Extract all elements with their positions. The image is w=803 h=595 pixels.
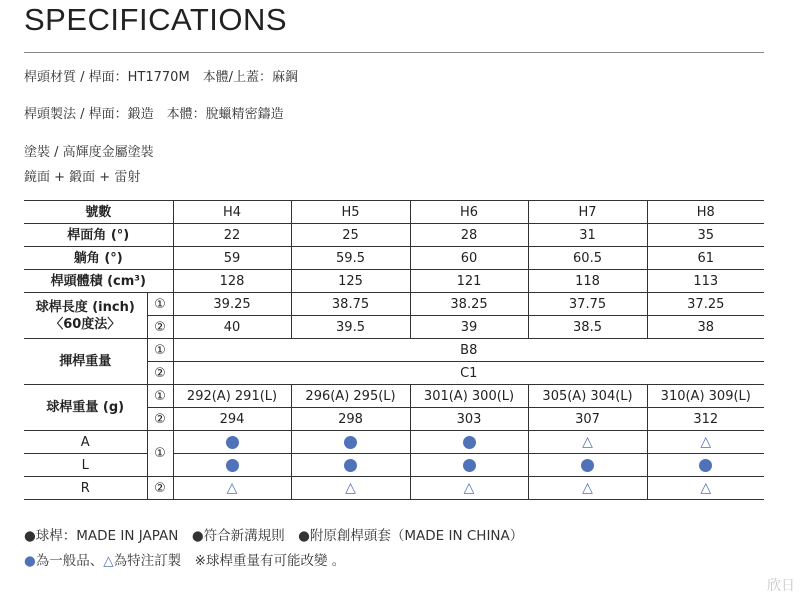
avail-cell <box>173 477 291 500</box>
length-cell: 40 <box>173 316 291 339</box>
lie-cell: 61 <box>647 247 764 270</box>
avail-cell <box>647 477 764 500</box>
avail-cell <box>528 454 647 477</box>
mark-1: ① <box>147 431 173 477</box>
available-circle-icon <box>344 459 357 472</box>
model-cell: H5 <box>291 201 410 224</box>
loft-cell: 31 <box>528 224 647 247</box>
mark-2: ② <box>147 362 173 385</box>
avail-cell <box>410 454 528 477</box>
length-cell: 37.25 <box>647 293 764 316</box>
length-cell: 39.5 <box>291 316 410 339</box>
row-swing-1 <box>24 339 764 362</box>
mark-1: ① <box>147 385 173 408</box>
mark-1: ① <box>147 293 173 316</box>
length-label-line1: 球桿長度 (inch) <box>35 299 135 315</box>
model-cell: H4 <box>173 201 291 224</box>
avail-cell <box>173 454 291 477</box>
avail-cell <box>528 477 647 500</box>
spec-line-material: 桿頭材質 / 桿面：HT1770M 本體/上蓋：麻鋼 <box>24 70 299 85</box>
mark-1: ① <box>147 339 173 362</box>
mark-2: ② <box>147 477 173 500</box>
header-label: 號數 <box>24 201 173 224</box>
custom-order-triangle-icon: △ <box>582 479 593 496</box>
weight-cell: 310(A) 309(L) <box>647 385 764 408</box>
footnote-origin: ●球桿：MADE IN JAPAN ●符合新溝規則 ●附原創桿頭套（MADE IN CHINA） <box>24 528 524 544</box>
spec-line-coating: 塗裝 / 高輝度金屬塗裝 <box>24 145 154 160</box>
volume-cell: 125 <box>291 270 410 293</box>
row-volume <box>24 270 764 293</box>
available-circle-icon <box>344 436 357 449</box>
custom-order-triangle-icon: △ <box>345 479 356 496</box>
avail-cell <box>410 477 528 500</box>
footnote-legend <box>24 549 345 569</box>
custom-order-triangle-icon: △ <box>582 433 593 450</box>
length-cell: 38.25 <box>410 293 528 316</box>
row-lie <box>24 247 764 270</box>
weight-cell: 305(A) 304(L) <box>528 385 647 408</box>
model-cell: H8 <box>647 201 764 224</box>
lie-cell: 60 <box>410 247 528 270</box>
avail-cell <box>173 431 291 454</box>
length-cell: 37.75 <box>528 293 647 316</box>
avail-cell <box>291 477 410 500</box>
available-circle-icon <box>226 436 239 449</box>
lie-cell: 59 <box>173 247 291 270</box>
lie-cell: 60.5 <box>528 247 647 270</box>
row-flex-r <box>24 477 764 500</box>
avail-cell <box>647 431 764 454</box>
length-cell: 39 <box>410 316 528 339</box>
avail-cell <box>291 454 410 477</box>
volume-cell: 118 <box>528 270 647 293</box>
custom-order-triangle-icon: △ <box>700 479 712 496</box>
weight-cell: 294 <box>173 408 291 431</box>
weight-cell: 292(A) 291(L) <box>173 385 291 408</box>
length-cell: 39.25 <box>173 293 291 316</box>
footnote-legend-b: 為特注訂製 ※球桿重量有可能改變 。 <box>113 553 346 569</box>
triangle-icon: △ <box>103 553 114 569</box>
circle-icon: ● <box>24 553 36 569</box>
flex-l-label: L <box>24 454 147 477</box>
row-flex-a <box>24 431 764 454</box>
available-circle-icon <box>463 436 476 449</box>
model-cell: H7 <box>528 201 647 224</box>
swing-label: 揮桿重量 <box>24 339 147 385</box>
weight-label: 球桿重量 (g) <box>24 385 147 431</box>
weight-cell: 307 <box>528 408 647 431</box>
swing-cell: C1 <box>173 362 764 385</box>
volume-cell: 121 <box>410 270 528 293</box>
weight-cell: 301(A) 300(L) <box>410 385 528 408</box>
length-cell: 38.75 <box>291 293 410 316</box>
row-weight-1 <box>24 385 764 408</box>
mark-2: ② <box>147 316 173 339</box>
flex-a-label: A <box>24 431 147 454</box>
model-cell: H6 <box>410 201 528 224</box>
length-label <box>24 293 147 339</box>
volume-label: 桿頭體積 (cm³) <box>24 270 173 293</box>
custom-order-triangle-icon: △ <box>463 479 475 496</box>
lie-label: 躺角 (°) <box>24 247 173 270</box>
page-title: SPECIFICATIONS <box>24 2 288 37</box>
weight-cell: 303 <box>410 408 528 431</box>
weight-cell: 298 <box>291 408 410 431</box>
available-circle-icon <box>463 459 476 472</box>
custom-order-triangle-icon: △ <box>226 479 238 496</box>
weight-cell: 296(A) 295(L) <box>291 385 410 408</box>
swing-cell: B8 <box>173 339 764 362</box>
length-cell: 38.5 <box>528 316 647 339</box>
loft-cell: 22 <box>173 224 291 247</box>
custom-order-triangle-icon: △ <box>700 433 712 450</box>
loft-cell: 25 <box>291 224 410 247</box>
avail-cell <box>528 431 647 454</box>
spec-line-method: 桿頭製法 / 桿面：鍛造 本體：脫蠟精密鑄造 <box>24 107 284 122</box>
length-label-line2: 〈60度法〉 <box>50 316 121 332</box>
title-divider <box>24 52 764 53</box>
row-flex-l <box>24 454 764 477</box>
flex-r-label: R <box>24 477 147 500</box>
volume-cell: 113 <box>647 270 764 293</box>
spec-line-finish: 鏡面 + 鍛面 + 雷射 <box>24 170 141 185</box>
available-circle-icon <box>581 459 594 472</box>
row-length-1 <box>24 293 764 316</box>
available-circle-icon <box>226 459 239 472</box>
loft-label: 桿面角 (°) <box>24 224 173 247</box>
available-circle-icon <box>699 459 712 472</box>
length-cell: 38 <box>647 316 764 339</box>
lie-cell: 59.5 <box>291 247 410 270</box>
loft-cell: 28 <box>410 224 528 247</box>
row-loft <box>24 224 764 247</box>
corner-watermark: 欣日 <box>767 578 795 594</box>
avail-cell <box>291 431 410 454</box>
volume-cell: 128 <box>173 270 291 293</box>
footnote-legend-a: 為一般品、 <box>35 553 104 569</box>
spec-table <box>24 200 764 500</box>
weight-cell: 312 <box>647 408 764 431</box>
row-models <box>24 201 764 224</box>
mark-2: ② <box>147 408 173 431</box>
avail-cell <box>647 454 764 477</box>
loft-cell: 35 <box>647 224 764 247</box>
avail-cell <box>410 431 528 454</box>
